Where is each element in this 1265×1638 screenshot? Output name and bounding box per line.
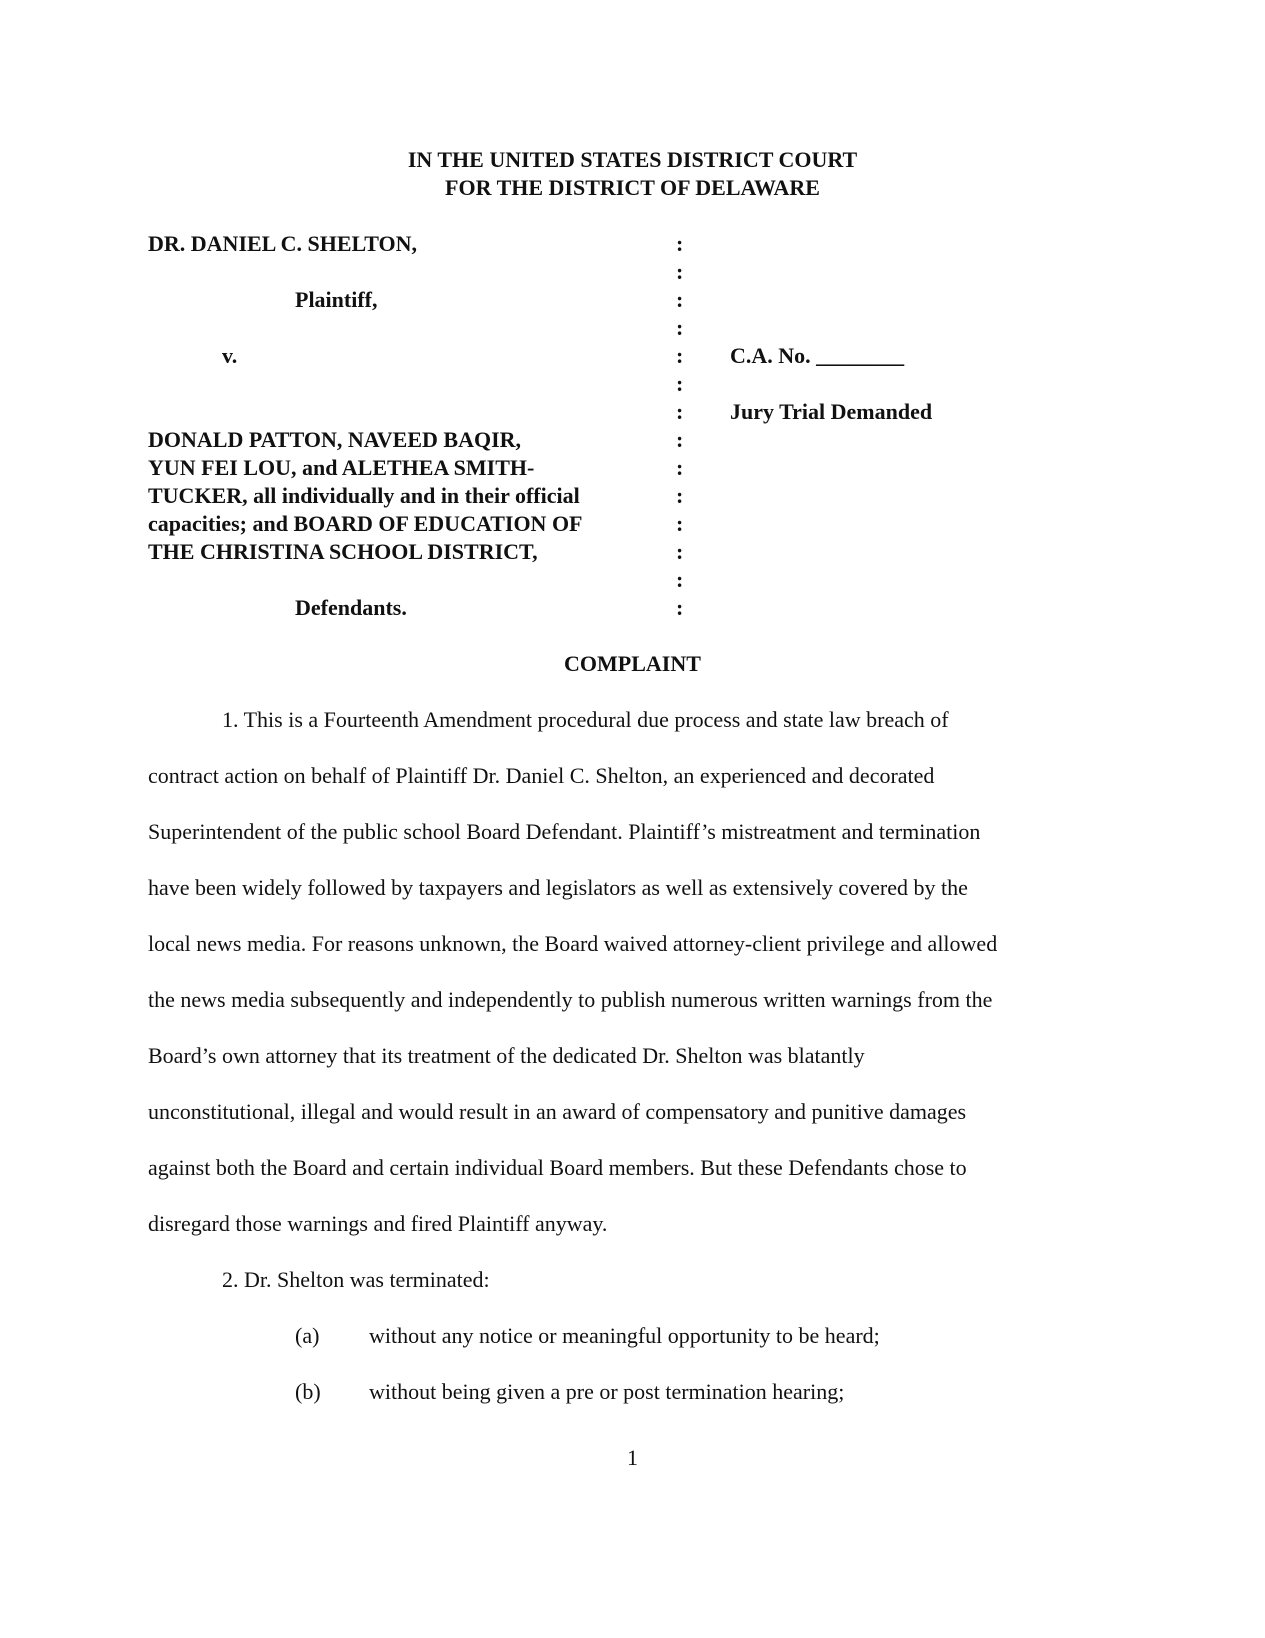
caption-colon: :	[676, 511, 684, 536]
paragraph-1-line: local news media. For reasons unknown, the Board waived attorney-client privilege and allowed	[148, 931, 998, 956]
caption-colon: :	[676, 399, 684, 424]
paragraph-1-line: the news media subsequently and independently to publish numerous written warnings from the	[148, 987, 993, 1012]
paragraph-1-line: contract action on behalf of Plaintiff Dr. Daniel C. Shelton, an experienced and decorated	[148, 763, 935, 788]
caption-colon: :	[676, 539, 684, 564]
document-title: COMPLAINT	[564, 651, 701, 676]
defendant-line: TUCKER, all individually and in their official	[148, 483, 580, 508]
paragraph-1-line: have been widely followed by taxpayers and legislators as well as extensively covered by the	[148, 875, 968, 900]
caption-colon: :	[676, 595, 684, 620]
plaintiff-label: Plaintiff,	[295, 287, 378, 312]
versus-label: v.	[222, 343, 238, 368]
paragraph-1-line: 1. This is a Fourteenth Amendment procedural due process and state law breach of	[222, 707, 949, 732]
caption-colon: :	[676, 315, 684, 340]
caption-colon: :	[676, 259, 684, 284]
paragraph-2-intro: 2. Dr. Shelton was terminated:	[222, 1267, 490, 1292]
caption-colon: :	[676, 455, 684, 480]
caption-colon: :	[676, 371, 684, 396]
caption-colon: :	[676, 567, 684, 592]
list-item-label: (a)	[295, 1323, 320, 1348]
plaintiff-name: DR. DANIEL C. SHELTON,	[148, 231, 417, 256]
caption-colon: :	[676, 231, 684, 256]
caption-colon: :	[676, 343, 684, 368]
list-item-text: without any notice or meaningful opportunity to be heard;	[369, 1323, 880, 1348]
paragraph-1-line: Board’s own attorney that its treatment of the dedicated Dr. Shelton was blatantly	[148, 1043, 865, 1068]
list-item-text: without being given a pre or post termination hearing;	[369, 1379, 845, 1404]
list-item-label: (b)	[295, 1379, 321, 1404]
defendant-line: THE CHRISTINA SCHOOL DISTRICT,	[148, 539, 538, 564]
jury-demand: Jury Trial Demanded	[730, 399, 933, 424]
defendants-label: Defendants.	[295, 595, 407, 620]
defendant-line: capacities; and BOARD OF EDUCATION OF	[148, 511, 583, 536]
paragraph-1-line: Superintendent of the public school Board Defendant. Plaintiff’s mistreatment and termination	[148, 819, 981, 844]
paragraph-1-line: against both the Board and certain individual Board members. But these Defendants chose to	[148, 1155, 967, 1180]
case-number: C.A. No. ________	[730, 343, 905, 368]
caption-colon: :	[676, 427, 684, 452]
paragraph-1-line: unconstitutional, illegal and would result in an award of compensatory and punitive damages	[148, 1099, 967, 1124]
court-heading-line-1: IN THE UNITED STATES DISTRICT COURT	[407, 147, 858, 172]
page-number: 1	[627, 1445, 638, 1470]
caption-colon: :	[676, 483, 684, 508]
defendant-line: YUN FEI LOU, and ALETHEA SMITH-	[148, 455, 535, 480]
defendant-line: DONALD PATTON, NAVEED BAQIR,	[148, 427, 522, 452]
caption-colon: :	[676, 287, 684, 312]
court-heading-line-2: FOR THE DISTRICT OF DELAWARE	[445, 175, 820, 200]
paragraph-1-line: disregard those warnings and fired Plaintiff anyway.	[148, 1211, 608, 1236]
